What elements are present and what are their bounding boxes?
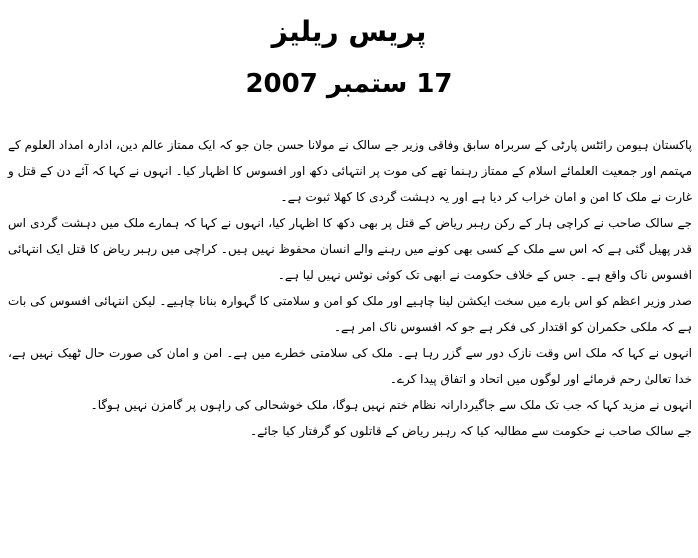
press-release-body: [8, 132, 692, 444]
paragraph: انہوں نے کہا کہ ملک اس وقت نازک دور سے گزر رہا ہے۔ ملک کی سلامتی خطرے میں ہے۔ امن و امان کی صورت حال ٹھیک نہیں ہے، خدا تعالیٰ رحم فرمائے اور لوگوں میں اتحاد و اتفاق پیدا کرے۔: [8, 346, 692, 386]
paragraph: جے سالک صاحب نے کراچی ہار کے رکن رہبر ریاض کے قتل پر بھی دکھ کا اظہار کیا، انہوں نے کہا کہ ہمارے ملک میں دہشت گردی اس قدر پھیل گئی ہے کہ اس سے ملک کے کسی بھی کونے میں رہنے والے انسان محفوظ نہیں ہیں۔ کراچی میں رہبر ریاض کا قتل ایک انتہائی افسوس ناک واقع ہے۔ جس کے خلاف حکومت نے ابھی تک کوئی نوٹس نہیں لیا ہے۔: [8, 216, 692, 282]
release-date: 17 ستمبر 2007: [245, 69, 453, 99]
paragraph: صدر وزیر اعظم کو اس بارے میں سخت ایکشن لینا چاہیے اور ملک کو امن و سلامتی کا گہوارہ بنانا چاہیے۔ لیکن انتہائی افسوس کی بات ہے کہ ملکی حکمران کو اقتدار کی فکر ہے جو کہ افسوس ناک امر ہے۔: [8, 294, 692, 334]
paragraph: انہوں نے مزید کہا کہ جب تک ملک سے جاگیردارانہ نظام ختم نہیں ہوگا، ملک خوشحالی کی راہوں پر گامزن نہیں ہوگا۔: [90, 398, 692, 412]
press-release-title: پریس ریلیز: [271, 15, 427, 48]
paragraph: جے سالک صاحب نے حکومت سے مطالبہ کیا کہ رہبر ریاض کے قاتلوں کو گرفتار کیا جائے۔: [250, 424, 692, 438]
paragraph: پاکستان ہیومن رائٹس پارٹی کے سربراہ سابق وفاقی وزیر جے سالک نے مولانا حسن جان جو کہ ایک ممتاز عالم دین، ادارہ امداد العلوم کے مہتمم اور جمعیت العلمائے اسلام کے ممتاز رہنما تھے کی موت پر انتہائی دکھ اور افسوس کا اظہار کیا۔ انہوں نے کہا کہ آئے دن کے قتل و غارت نے ملک کا امن و امان خراب کر دیا ہے اور یہ دہشت گردی کا کھلا ثبوت ہے۔: [8, 138, 692, 204]
